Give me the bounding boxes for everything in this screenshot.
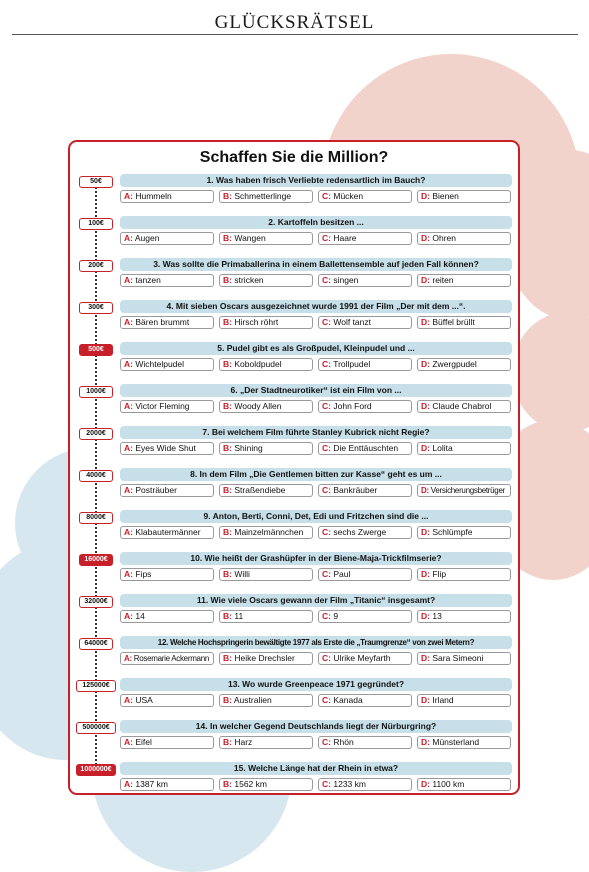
prize-level-12: 64000€ <box>79 638 113 650</box>
answer-d[interactable]: D: Claude Chabrol <box>417 400 511 413</box>
prize-level-15: 1000000€ <box>76 764 116 776</box>
answer-a[interactable]: A: Eifel <box>120 736 214 749</box>
question-text-14: 14. In welcher Gegend Deutschlands liegt der Nürburgring? <box>120 720 512 733</box>
answer-c[interactable]: C: Kanada <box>318 694 412 707</box>
answer-d[interactable]: D: Sara Simeoni <box>417 652 511 665</box>
question-text-2: 2. Kartoffeln besitzen ... <box>120 216 512 229</box>
answer-b[interactable]: B: Woody Allen <box>219 400 313 413</box>
answer-a[interactable]: A: Wichtelpudel <box>120 358 214 371</box>
answer-a[interactable]: A: Klabautermänner <box>120 526 214 539</box>
question-text-5: 5. Pudel gibt es als Großpudel, Kleinpudel und ... <box>120 342 512 355</box>
answer-c[interactable]: C: Mücken <box>318 190 412 203</box>
question-block-1 <box>120 174 512 210</box>
answer-a[interactable]: A: Posträuber <box>120 484 214 497</box>
answer-b[interactable]: B: Schmetterlinge <box>219 190 313 203</box>
question-text-6: 6. „Der Stadtneurotiker“ ist ein Film von ... <box>120 384 512 397</box>
prize-level-2: 100€ <box>79 218 113 230</box>
answer-a[interactable]: A: Bären brummt <box>120 316 214 329</box>
question-text-7: 7. Bei welchem Film führte Stanley Kubrick nicht Regie? <box>120 426 512 439</box>
answer-d[interactable]: D: Münsterland <box>417 736 511 749</box>
answer-c[interactable]: C: Haare <box>318 232 412 245</box>
question-text-4: 4. Mit sieben Oscars ausgezeichnet wurde 1991 der Film „Der mit dem ...“. <box>120 300 512 313</box>
answer-c[interactable]: C: sechs Zwerge <box>318 526 412 539</box>
prize-level-1: 50€ <box>79 176 113 188</box>
question-block-11 <box>120 594 512 630</box>
prize-level-5: 500€ <box>79 344 113 356</box>
answer-c[interactable]: C: John Ford <box>318 400 412 413</box>
answer-a[interactable]: A: Victor Fleming <box>120 400 214 413</box>
answer-b[interactable]: B: Wangen <box>219 232 313 245</box>
prize-level-9: 8000€ <box>79 512 113 524</box>
answer-a[interactable]: A: Eyes Wide Shut <box>120 442 214 455</box>
answer-c[interactable]: C: Paul <box>318 568 412 581</box>
answer-a[interactable]: A: Augen <box>120 232 214 245</box>
question-block-10 <box>120 552 512 588</box>
answer-b[interactable]: B: Heike Drechsler <box>219 652 313 665</box>
answer-b[interactable]: B: Australien <box>219 694 313 707</box>
answer-c[interactable]: C: 9 <box>318 610 412 623</box>
answer-d[interactable]: D: Ohren <box>417 232 511 245</box>
answer-b[interactable]: B: 11 <box>219 610 313 623</box>
answer-b[interactable]: B: Straßendiebe <box>219 484 313 497</box>
answer-d[interactable]: D: reiten <box>417 274 511 287</box>
prize-level-3: 200€ <box>79 260 113 272</box>
answer-d[interactable]: D: 1100 km <box>417 778 511 791</box>
answer-b[interactable]: B: Willi <box>219 568 313 581</box>
answer-a[interactable]: A: Rosemarie Ackermann <box>120 652 214 665</box>
answer-a[interactable]: A: 1387 km <box>120 778 214 791</box>
question-text-1: 1. Was haben frisch Verliebte redensartlich im Bauch? <box>120 174 512 187</box>
prize-level-6: 1000€ <box>79 386 113 398</box>
question-block-12 <box>120 636 512 672</box>
prize-level-8: 4000€ <box>79 470 113 482</box>
answer-b[interactable]: B: Hirsch röhrt <box>219 316 313 329</box>
prize-level-14: 500000€ <box>76 722 116 734</box>
answer-c[interactable]: C: singen <box>318 274 412 287</box>
answer-c[interactable]: C: Ulrike Meyfarth <box>318 652 412 665</box>
quiz-card <box>68 140 520 795</box>
answer-d[interactable]: D: Versicherungsbetrüger <box>417 484 511 497</box>
answer-c[interactable]: C: Rhön <box>318 736 412 749</box>
question-block-9 <box>120 510 512 546</box>
answer-d[interactable]: D: Büffel brüllt <box>417 316 511 329</box>
prize-level-4: 300€ <box>79 302 113 314</box>
answer-a[interactable]: A: 14 <box>120 610 214 623</box>
question-text-10: 10. Wie heißt der Grashüpfer in der Biene-Maja-Trickfilmserie? <box>120 552 512 565</box>
answer-d[interactable]: D: Zwergpudel <box>417 358 511 371</box>
question-block-14 <box>120 720 512 756</box>
prize-level-7: 2000€ <box>79 428 113 440</box>
question-block-13 <box>120 678 512 714</box>
prize-level-10: 16000€ <box>79 554 113 566</box>
answer-c[interactable]: C: 1233 km <box>318 778 412 791</box>
answer-c[interactable]: C: Trollpudel <box>318 358 412 371</box>
answer-b[interactable]: B: 1562 km <box>219 778 313 791</box>
question-text-3: 3. Was sollte die Primaballerina in einem Ballettensemble auf jeden Fall können? <box>120 258 512 271</box>
question-block-8 <box>120 468 512 504</box>
question-text-8: 8. In dem Film „Die Gentlemen bitten zur Kasse“ geht es um ... <box>120 468 512 481</box>
question-text-15: 15. Welche Länge hat der Rhein in etwa? <box>120 762 512 775</box>
answer-a[interactable]: A: USA <box>120 694 214 707</box>
answer-b[interactable]: B: Harz <box>219 736 313 749</box>
answer-a[interactable]: A: tanzen <box>120 274 214 287</box>
answer-b[interactable]: B: Shining <box>219 442 313 455</box>
prize-ladder <box>76 171 116 791</box>
prize-level-11: 32000€ <box>79 596 113 608</box>
question-block-5 <box>120 342 512 378</box>
question-block-3 <box>120 258 512 294</box>
question-block-6 <box>120 384 512 420</box>
answer-c[interactable]: C: Bankräuber <box>318 484 412 497</box>
answer-d[interactable]: D: Bienen <box>417 190 511 203</box>
answer-d[interactable]: D: 13 <box>417 610 511 623</box>
prize-level-13: 125000€ <box>76 680 116 692</box>
answer-a[interactable]: A: Hummeln <box>120 190 214 203</box>
answer-a[interactable]: A: Fips <box>120 568 214 581</box>
answer-b[interactable]: B: Mainzelmännchen <box>219 526 313 539</box>
answer-d[interactable]: D: Schlümpfe <box>417 526 511 539</box>
question-text-13: 13. Wo wurde Greenpeace 1971 gegründet? <box>120 678 512 691</box>
answer-d[interactable]: D: Irland <box>417 694 511 707</box>
question-text-9: 9. Anton, Berti, Conni, Det, Edi und Fritzchen sind die ... <box>120 510 512 523</box>
question-block-7 <box>120 426 512 462</box>
header-rule <box>12 34 578 35</box>
decor-circle-pink-right <box>512 312 589 432</box>
quiz-title: Schaffen Sie die Million? <box>199 149 389 166</box>
question-text-12: 12. Welche Hochspringerin bewältigte 1977 als Erste die „Traumgrenze“ von zwei Metern? <box>120 636 512 649</box>
question-block-4 <box>120 300 512 336</box>
page-header-title: GLÜCKSRÄTSEL <box>214 12 375 33</box>
answer-c[interactable]: C: Die Enttäuschten <box>318 442 412 455</box>
answer-c[interactable]: C: Wolf tanzt <box>318 316 412 329</box>
question-block-2 <box>120 216 512 252</box>
answer-d[interactable]: D: Flip <box>417 568 511 581</box>
answer-d[interactable]: D: Lolita <box>417 442 511 455</box>
question-text-11: 11. Wie viele Oscars gewann der Film „Titanic“ insgesamt? <box>120 594 512 607</box>
question-block-15 <box>120 762 512 798</box>
answer-b[interactable]: B: Koboldpudel <box>219 358 313 371</box>
answer-b[interactable]: B: stricken <box>219 274 313 287</box>
